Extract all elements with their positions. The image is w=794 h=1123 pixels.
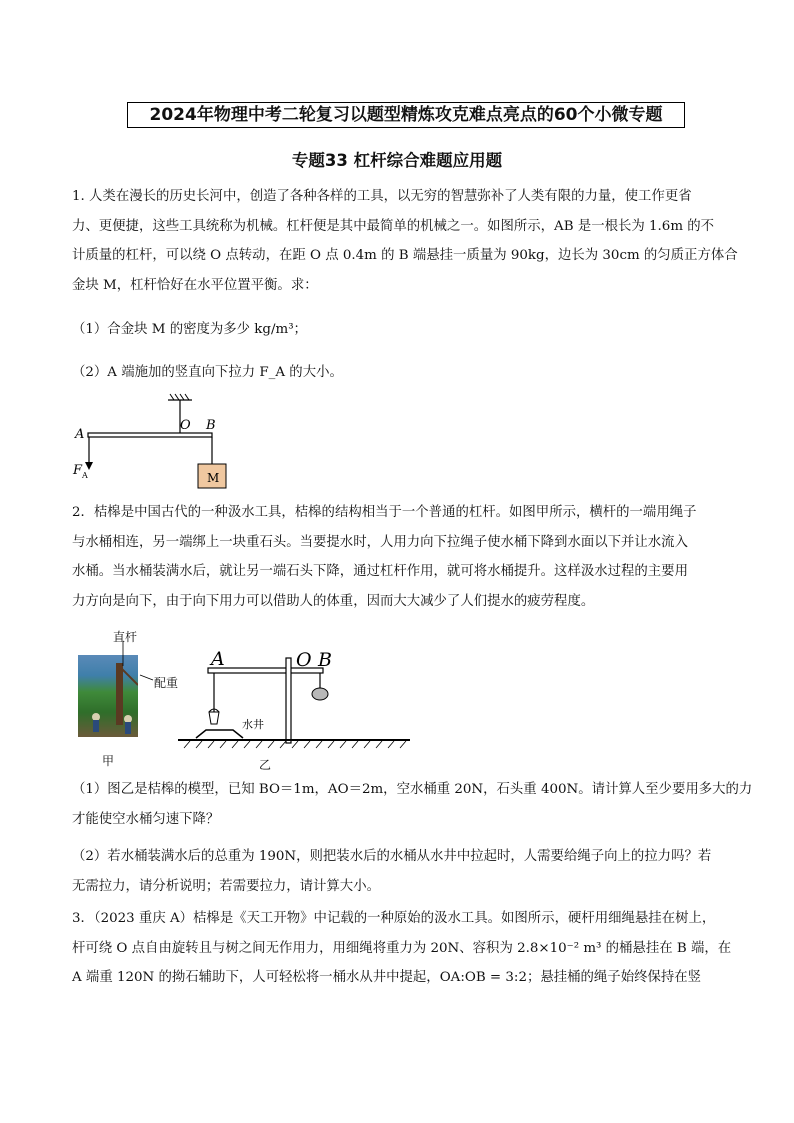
lever-diagram <box>70 392 240 492</box>
text-line: 力、更便捷，这些工具统称为机械。杠杆便是其中最简单的机械之一。如图所示，AB 是一根长为 1.6m 的不 <box>72 218 715 234</box>
text-line: （1）图乙是桔槔的模型，已知 BO＝1m，AO＝2m，空水桶重 20N，石头重 400N。请计算人至少要用多大的力 <box>72 782 753 797</box>
question-2-sub-2 <box>72 842 724 901</box>
text-line: 3．（2023 重庆 A）桔槔是《天工开物》中记载的一种原始的汲水工具。如图所示，硬杆用细绳悬挂在树上， <box>72 911 716 926</box>
text-line: 1. 人类在漫长的历史长河中，创造了各种各样的工具，以无穷的智慧弥补了人类有限的力量，使工作更省 <box>72 189 692 204</box>
text-line: 力方向是向下，由于向下用力可以借助人的体重，因而大大减少了人们提水的疲劳程度。 <box>72 593 595 609</box>
label-counterweight: 配重 <box>154 676 179 690</box>
label-A: A <box>75 427 85 442</box>
question-3-text <box>72 904 732 993</box>
text-line: 金块 M，杠杆恰好在水平位置平衡。求： <box>72 277 318 293</box>
text-line: 计质量的杠杆，可以绕 O 点转动，在距 O 点 0.4m 的 B 端悬挂一质量为 90kg，边长为 30cm 的匀质正方体合 <box>72 248 738 263</box>
label-O: O <box>296 649 312 671</box>
label-B: B <box>206 418 216 433</box>
text-line: 才能使空水桶匀速下降？ <box>72 811 220 827</box>
label-O: O <box>180 418 191 433</box>
label-jia: 甲 <box>102 754 115 768</box>
text-line: 2．桔槔是中国古代的一种汲水工具，桔槔的结构相当于一个普通的杠杆。如图甲所示，横杆的一端用绳子 <box>72 505 697 520</box>
label-M: M <box>207 471 220 485</box>
text-line: A 端重 120N 的拗石辅助下，人可轻松将一桶水从井中提起，OA:OB = 3:2；悬挂桶的绳子始终保持在竖 <box>72 970 702 985</box>
label-pole: 直杆 <box>113 630 138 644</box>
question-2-sub-1 <box>72 775 753 834</box>
text-line: 水桶。当水桶装满水后，就让另一端石头下降，通过杠杆作用，就可将水桶提升。这样汲水过程的主要用 <box>72 564 688 579</box>
label-A: A <box>211 648 225 670</box>
text-line: （2）若水桶装满水后的总重为 190N，则把装水后的水桶从水井中拉起时，人需要给绳子向上的拉力吗？若 <box>72 849 712 864</box>
text-line: 无需拉力，请分析说明；若需要拉力，请计算大小。 <box>72 878 380 894</box>
well-sweep-model-diagram <box>178 648 410 750</box>
label-well: 水井 <box>242 718 264 731</box>
question-1-sub-1: （1）合金块 M 的密度为多少 kg/m³； <box>72 322 307 337</box>
question-2-text <box>72 498 724 616</box>
label-F-sub: A <box>82 471 88 480</box>
document-title: 2024年物理中考二轮复习以题型精炼攻克难点亮点的60个小微专题 <box>127 102 685 128</box>
label-F: F <box>73 463 83 478</box>
text-line: 与水桶相连，另一端绑上一块重石头。当要提水时，人用力向下拉绳子使水桶下降到水面以下并让水流入 <box>72 534 688 550</box>
text-line: 杆可绕 O 点自由旋转且与树之间无作用力，用细绳将重力为 20N、容积为 2.8×10⁻² m³ 的桶悬挂在 B 端，在 <box>72 940 732 956</box>
question-1-sub-2: （2）A 端施加的竖直向下拉力 F_A 的大小。 <box>72 365 343 380</box>
topic-subtitle: 专题33 杠杆综合难题应用题 <box>291 151 503 170</box>
question-1-text <box>72 182 738 300</box>
label-B: B <box>318 649 332 671</box>
photo-pointer-lines <box>120 640 160 685</box>
label-yi: 乙 <box>259 758 272 772</box>
